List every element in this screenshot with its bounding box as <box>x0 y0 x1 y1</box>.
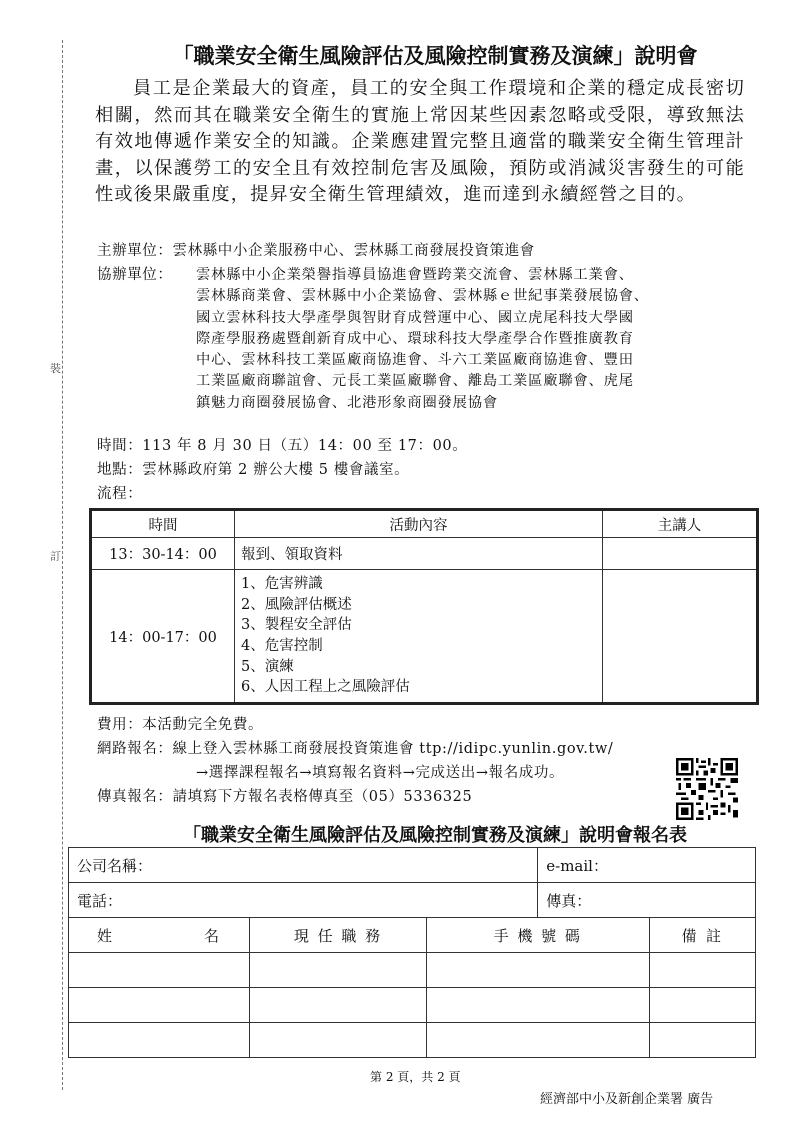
qr-code-icon <box>676 758 738 820</box>
form-title: 「職業安全衛生風險評估及風險控制實務及演練」說明會報名表 <box>183 825 687 846</box>
binding-line <box>62 40 63 1090</box>
company-name-field[interactable]: 公司名稱： <box>69 848 538 883</box>
co-organizer-line: 雲林縣商業會、雲林縣中小企業協會、雲林縣ｅ世紀事業發展協會、 <box>196 288 649 305</box>
fee-info: 費用：本活動完全免費。 <box>97 717 264 733</box>
schedule-table <box>89 508 759 705</box>
fax-registration: 傳真報名：請填寫下方報名表格傳真至（05）5336325 <box>97 789 473 805</box>
co-organizer-line: 中心、雲林科技工業區廠商協進會、斗六工業區廠商協進會、豐田 <box>196 352 634 369</box>
column-header-note-b: 註 <box>705 926 723 945</box>
schedule-header-time: 時間 <box>91 510 235 538</box>
intro-paragraph <box>95 76 745 209</box>
column-header-title: 現 任 職 務 <box>250 918 427 953</box>
footer-note: 經濟部中小及新創企業署 廣告 <box>540 1092 714 1107</box>
attendee-name-cell[interactable] <box>69 953 250 988</box>
online-registration[interactable]: 網路報名：線上登入雲林縣工商發展投資策進會 ttp://idipc.yunlin.gov.tw/ <box>97 741 614 757</box>
schedule-header-row <box>91 510 758 538</box>
column-header-note <box>649 918 755 953</box>
registration-form-table <box>68 847 756 1058</box>
schedule-time: 14：00-17：00 <box>91 570 235 704</box>
schedule-row <box>91 570 758 704</box>
event-time: 時間：113 年 8 月 30 日（五）14：00 至 17：00。 <box>97 438 468 454</box>
co-organizer-label: 協辦單位： <box>97 267 173 283</box>
form-header-row <box>69 918 756 953</box>
flow-label: 流程： <box>97 486 143 502</box>
schedule-row <box>91 538 758 570</box>
attendee-mobile-cell[interactable] <box>427 1023 650 1058</box>
organizer: 主辦單位：雲林縣中小企業服務中心、雲林縣工商發展投資策進會 <box>97 243 535 259</box>
attendee-title-cell[interactable] <box>250 953 427 988</box>
schedule-time: 13：30-14：00 <box>91 538 235 570</box>
attendee-note-cell[interactable] <box>649 953 755 988</box>
attendee-note-cell[interactable] <box>649 1023 755 1058</box>
form-row <box>69 883 756 918</box>
column-header-name-a: 姓 <box>97 926 115 945</box>
phone-field[interactable]: 電話： <box>69 883 538 918</box>
co-organizer-line: 際產學服務處暨創新育成中心、環球科技大學產學合作暨推廣教育 <box>196 330 634 347</box>
co-organizer-line: 鎮魅力商圈發展協會、北港形象商圈發展協會 <box>196 394 498 411</box>
online-registration-steps: →選擇課程報名→填寫報名資料→完成送出→報名成功。 <box>196 765 565 781</box>
schedule-content <box>235 570 603 704</box>
co-organizer-line: 雲林縣中小企業榮譽指導員協進會暨跨業交流會、雲林縣工業會、 <box>196 267 634 283</box>
attendee-name-cell[interactable] <box>69 1023 250 1058</box>
schedule-item: 6、人因工程上之風險評估 <box>241 679 410 696</box>
schedule-speaker <box>603 538 758 570</box>
page-title: 「職業安全衛生風險評估及風險控制實務及演練」說明會 <box>172 43 698 68</box>
schedule-speaker <box>603 570 758 704</box>
attendee-name-cell[interactable] <box>69 988 250 1023</box>
attendee-title-cell[interactable] <box>250 988 427 1023</box>
attendee-title-cell[interactable] <box>250 1023 427 1058</box>
attendee-note-cell[interactable] <box>649 988 755 1023</box>
binding-mark-top: 裝 <box>50 362 61 375</box>
schedule-item: 5、演練 <box>241 658 294 675</box>
co-organizer-line: 國立雲林科技大學產學與智財育成營運中心、國立虎尾科技大學國 <box>196 309 634 326</box>
attendee-row <box>69 1023 756 1058</box>
form-row <box>69 848 756 883</box>
column-header-name <box>69 918 250 953</box>
email-field[interactable]: e-mail： <box>538 848 756 883</box>
binding-mark-bottom: 訂 <box>50 550 61 563</box>
schedule-item: 4、危害控制 <box>241 638 323 654</box>
attendee-mobile-cell[interactable] <box>427 988 650 1023</box>
column-header-name-b: 名 <box>203 926 221 945</box>
attendee-row <box>69 953 756 988</box>
schedule-item: 3、製程安全評估 <box>241 617 352 634</box>
column-header-mobile: 手 機 號 碼 <box>427 918 650 953</box>
schedule-item: 1、危害辨識 <box>241 576 323 593</box>
fax-field[interactable]: 傳真： <box>538 883 756 918</box>
page-number: 第 2 頁，共 2 頁 <box>370 1070 461 1084</box>
schedule-item: 2、風險評估概述 <box>241 596 352 613</box>
schedule-header-content: 活動內容 <box>235 510 603 538</box>
column-header-note-a: 備 <box>681 926 699 945</box>
co-organizer-list <box>196 265 649 414</box>
attendee-mobile-cell[interactable] <box>427 953 650 988</box>
schedule-content: 報到、領取資料 <box>235 538 603 570</box>
co-organizer-line: 工業區廠商聯誼會、元長工業區廠聯會、離島工業區廠聯會、虎尾 <box>196 373 634 390</box>
intro-text: 員工是企業最大的資產，員工的安全與工作環境和企業的穩定成長密切相關，然而其在職業安全衛生的實施上常因某些因素忽略或受限，導致無法有效地傳遞作業安全的知識。企業應建置完整且適當的職業安全衛生管理計畫，以保護勞工的安全且有效控制危害及風險，預防或消減災害發生的可能性或後果嚴重度，提昇安全衛生管理績效，進而達到永續經營之目的。 <box>95 78 745 205</box>
attendee-row <box>69 988 756 1023</box>
event-location: 地點：雲林縣政府第 2 辦公大樓 5 樓會議室。 <box>97 462 410 478</box>
schedule-header-speaker: 主講人 <box>603 510 758 538</box>
